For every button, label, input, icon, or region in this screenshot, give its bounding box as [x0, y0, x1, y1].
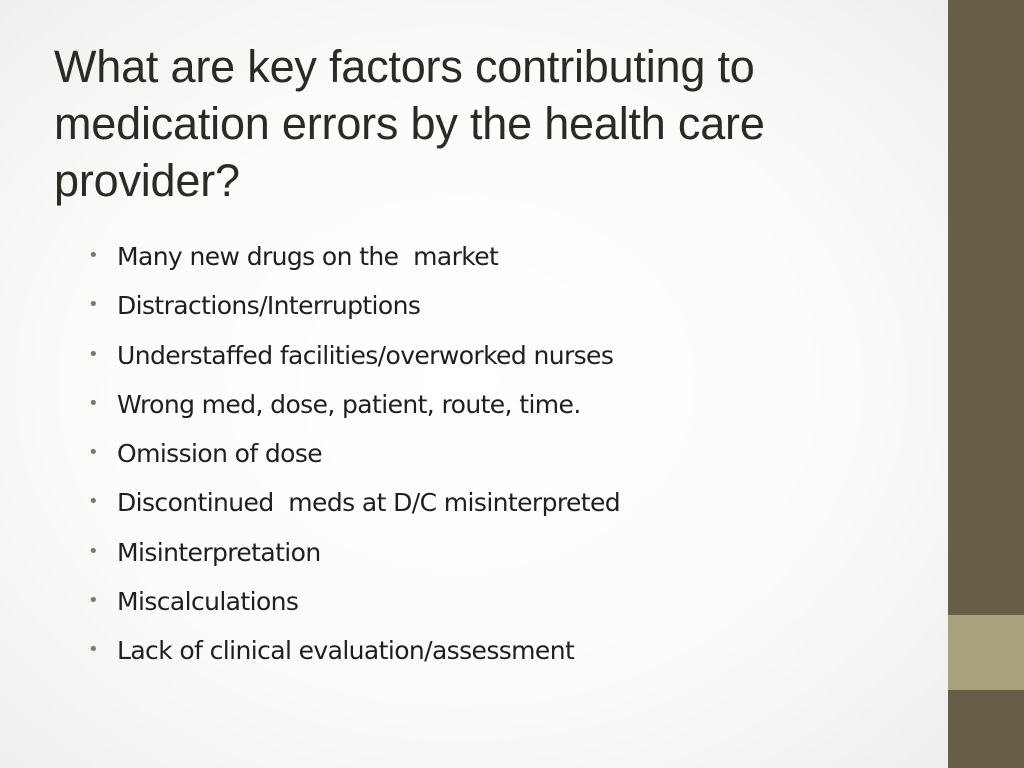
decorative-sidebar-accent: [948, 615, 1024, 690]
list-item: [88, 531, 928, 580]
bullet-icon: •: [88, 590, 99, 612]
list-item: [88, 432, 928, 481]
bullet-text: Many new drugs on the market: [117, 242, 499, 271]
list-item: [88, 334, 928, 383]
bullet-text: Discontinued meds at D/C misinterpreted: [117, 488, 621, 518]
bullet-icon: •: [88, 491, 99, 513]
bullet-icon: •: [88, 392, 99, 414]
list-item: [88, 383, 928, 432]
bullet-text: Miscalculations: [117, 587, 299, 617]
bullet-list: [88, 235, 928, 679]
bullet-icon: •: [88, 294, 99, 316]
bullet-icon: •: [88, 540, 99, 562]
bullet-icon: •: [88, 442, 99, 464]
bullet-icon: •: [88, 245, 99, 266]
bullet-text: Wrong med, dose, patient, route, time.: [117, 389, 581, 419]
bullet-text: Distractions/Interruptions: [117, 291, 421, 321]
list-item: [88, 481, 928, 530]
list-item: [88, 235, 928, 284]
bullet-text: Omission of dose: [117, 439, 323, 469]
bullet-icon: •: [88, 639, 99, 661]
bullet-icon: •: [88, 343, 99, 365]
list-item: [88, 629, 928, 678]
slide-title: What are key factors contributing to medication errors by the health care provider?: [54, 41, 765, 206]
bullet-text: Misinterpretation: [117, 537, 321, 567]
bullet-text: Lack of clinical evaluation/assessment: [117, 636, 575, 666]
list-item: [88, 284, 928, 333]
list-item: [88, 580, 928, 629]
bullet-text: Understaffed facilities/overworked nurses: [117, 340, 614, 370]
